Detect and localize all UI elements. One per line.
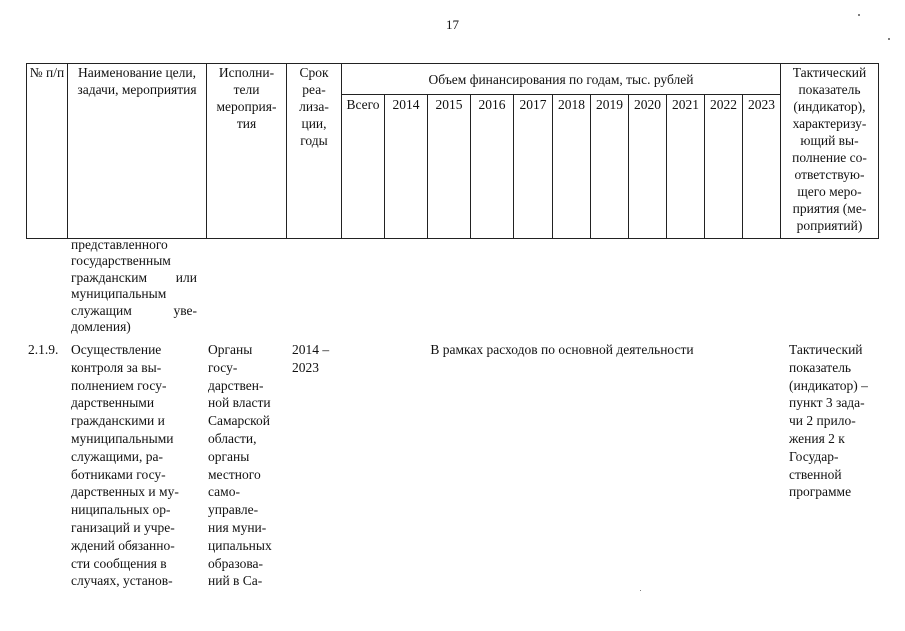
row-indicator-line: программе	[789, 484, 852, 500]
row-name-line: случаях, установ-	[71, 573, 173, 589]
continuation-line: государственным	[71, 253, 171, 269]
header-executors: Исполни- тели мероприя- тия	[207, 64, 287, 239]
row-name-line: служащими, ра-	[71, 448, 163, 464]
header-year-2022: 2022	[705, 95, 743, 239]
row-executors	[208, 341, 286, 590]
continuation-line: представленного	[71, 237, 168, 252]
header-year-2014: 2014	[385, 95, 428, 239]
row-executors-line: Органы	[208, 342, 253, 357]
row-name-line: гражданскими и	[71, 413, 165, 429]
header-funding-title: Объем финансирования по годам, тыс. рублей	[342, 64, 781, 95]
row-name-line: ниципальных ор-	[71, 502, 171, 518]
row-executors-line: само-	[208, 484, 240, 500]
header-year-2016: 2016	[471, 95, 514, 239]
row-executors-line: ний в Са-	[208, 573, 263, 589]
row-indicator	[789, 341, 889, 501]
scan-speck	[858, 14, 860, 16]
continuation-text	[71, 237, 197, 335]
page-number: 17	[446, 17, 459, 32]
row-executors-line: ния муни-	[208, 519, 267, 535]
row-name-line: ботниками госу-	[71, 466, 166, 482]
row-name-line: ганизаций и учре-	[71, 519, 175, 535]
header-name: Наименование цели, задачи, мероприятия	[68, 64, 207, 239]
header-indicator: Тактический показатель (индикатор), характеризу- ющий вы- полнение со- ответствую- щего меро- приятия (ме- роприятий)	[781, 64, 879, 239]
row-name-line: муниципальными	[71, 430, 174, 446]
row-indicator-line: жения 2 к	[789, 430, 845, 446]
header-year-2023: 2023	[743, 95, 781, 239]
continuation-line: муниципальным	[71, 286, 167, 302]
row-executors-line: местного	[208, 466, 261, 482]
row-name-line: сти сообщения в	[71, 555, 167, 571]
header-year-2019: 2019	[591, 95, 629, 239]
continuation-line: домления)	[71, 319, 131, 335]
continuation-line: гражданским или	[71, 269, 197, 285]
row-executors-line: области,	[208, 430, 257, 446]
row-indicator-line: Тактический	[789, 342, 863, 357]
row-indicator-line: ственной	[789, 466, 842, 482]
row-executors-line: органы	[208, 448, 250, 464]
row-executors-line: ципальных	[208, 537, 272, 553]
scan-speck	[640, 590, 641, 591]
row-name-line: ждений обязанно-	[71, 537, 175, 553]
header-year-2017: 2017	[514, 95, 553, 239]
row-funding-note: В рамках расходов по основной деятельности	[430, 342, 694, 357]
row-indicator-line: показатель	[789, 359, 852, 375]
header-year-2021: 2021	[667, 95, 705, 239]
row-name-line: дарственных и му-	[71, 484, 179, 500]
header-year-total: Всего	[342, 95, 385, 239]
header-no: № п/п	[27, 64, 68, 239]
row-name	[71, 341, 199, 590]
row-executors-line: образова-	[208, 555, 264, 571]
row-number: 2.1.9.	[28, 342, 59, 357]
row-name-line: дарственными	[71, 395, 155, 411]
scan-speck	[888, 38, 890, 40]
header-year-2018: 2018	[553, 95, 591, 239]
row-term: 2014 – 2023	[292, 342, 330, 375]
header-year-2015: 2015	[428, 95, 471, 239]
row-name-line: полнением госу-	[71, 377, 167, 393]
header-year-2020: 2020	[629, 95, 667, 239]
header-term: Срок реа- лиза- ции, годы	[287, 64, 342, 239]
row-indicator-line: Государ-	[789, 448, 839, 464]
row-indicator-line: пункт 3 зада-	[789, 395, 865, 411]
row-name-line: контроля за вы-	[71, 359, 162, 375]
row-indicator-line: чи 2 прило-	[789, 413, 856, 429]
row-name-line: Осуществление	[71, 342, 162, 357]
row-indicator-line: (индикатор) –	[789, 377, 868, 393]
row-executors-line: госу-	[208, 359, 238, 375]
row-executors-line: дарствен-	[208, 377, 264, 393]
row-executors-line: управле-	[208, 502, 259, 518]
row-executors-line: Самарской	[208, 413, 271, 429]
row-executors-line: ной власти	[208, 395, 271, 411]
table-header	[26, 63, 879, 239]
continuation-line: служащим уве-	[71, 302, 197, 318]
